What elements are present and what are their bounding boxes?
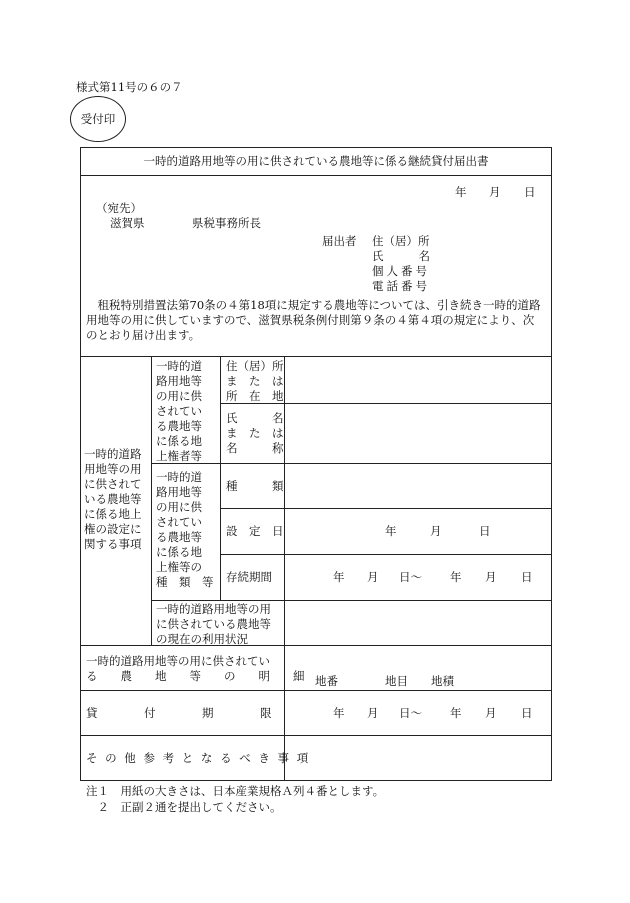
lease-period-label: 貸 付 期 限 [86,706,275,720]
applicant-name: 氏 名 [372,249,434,263]
reception-stamp-label: 受付印 [80,112,116,126]
addressee-prefecture: 滋賀県 [110,216,145,230]
applicant-personal-number: 個人番号 [372,264,430,278]
date-day: 日 [524,185,536,199]
holder-group-label: 一時的道 路用地等 の用に供 されてい る農地等 に係る地 上権者等 [156,359,202,463]
body-text-line: 用地等の用に供していますので、滋賀県税条例付則第９条の４第４項の規定により、次 [86,313,535,327]
holder-name-field[interactable] [285,404,551,463]
section-left-label: 一時的道路 用地等の用 に供されて いる農地等 に係る地上 権の設定に 関する事項 [84,447,142,551]
duration-field[interactable]: 年 月 日～ 年 月 日 [333,570,533,584]
other-field[interactable] [285,736,551,780]
note-item: 注１ 用紙の大きさは、日本産業規格Ａ列４番とします。 [86,784,385,798]
set-date-field[interactable]: 年 月 日 [385,524,491,538]
addressee-label: （宛先） [96,201,142,215]
reception-stamp-circle [70,96,126,142]
right-type-group-label: 一時的道 路用地等 の用に供 されてい る農地等 に係る地 上権等の 種 類 等 [156,470,214,589]
holder-address-label: 住（居）所 ま た は 所 在 地 [226,359,284,403]
holder-name-label: 氏 名 ま た は 名 称 [226,411,284,455]
kind-label: 種 類 [226,479,284,493]
addressee-office: 県税事務所長 [192,216,261,230]
land-details-field[interactable]: 地番 地目 地積 [315,674,454,688]
body-text-line: のとおり届け出ます。 [86,328,201,342]
land-details-label: 一時的道路用地等の用に供されてい る 農 地 等 の 明 細 [86,654,305,683]
applicant-address: 住（居）所 [372,234,430,248]
applicant-phone: 電話番号 [372,279,430,293]
form-title: 一時的道路用地等の用に供されている農地等に係る継続貸付届出書 [143,154,489,168]
date-year: 年 [455,185,467,199]
body-text-line: 租税特別措置法第70条の４第18項に規定する農地等については、引き続き一時的道路 [86,298,541,312]
current-use-label: 一時的道路用地等の用 に供されている農地等 の現在の利用状況 [156,602,271,646]
applicant-label: 届出者 [322,234,357,248]
duration-label: 存続期間 [226,570,272,584]
set-date-label: 設 定 日 [226,524,284,538]
lease-period-field[interactable]: 年 月 日～ 年 月 日 [333,706,533,720]
current-use-field[interactable] [285,601,551,645]
kind-field[interactable] [285,464,551,508]
other-label: そ の 他 参 考 と な る べ き 事 項 [86,751,311,765]
date-month: 月 [489,185,501,199]
form-number: 様式第11号の６の７ [76,80,183,94]
holder-address-field[interactable] [285,357,551,403]
note-item: ２ 正副２通を提出してください。 [86,800,282,814]
